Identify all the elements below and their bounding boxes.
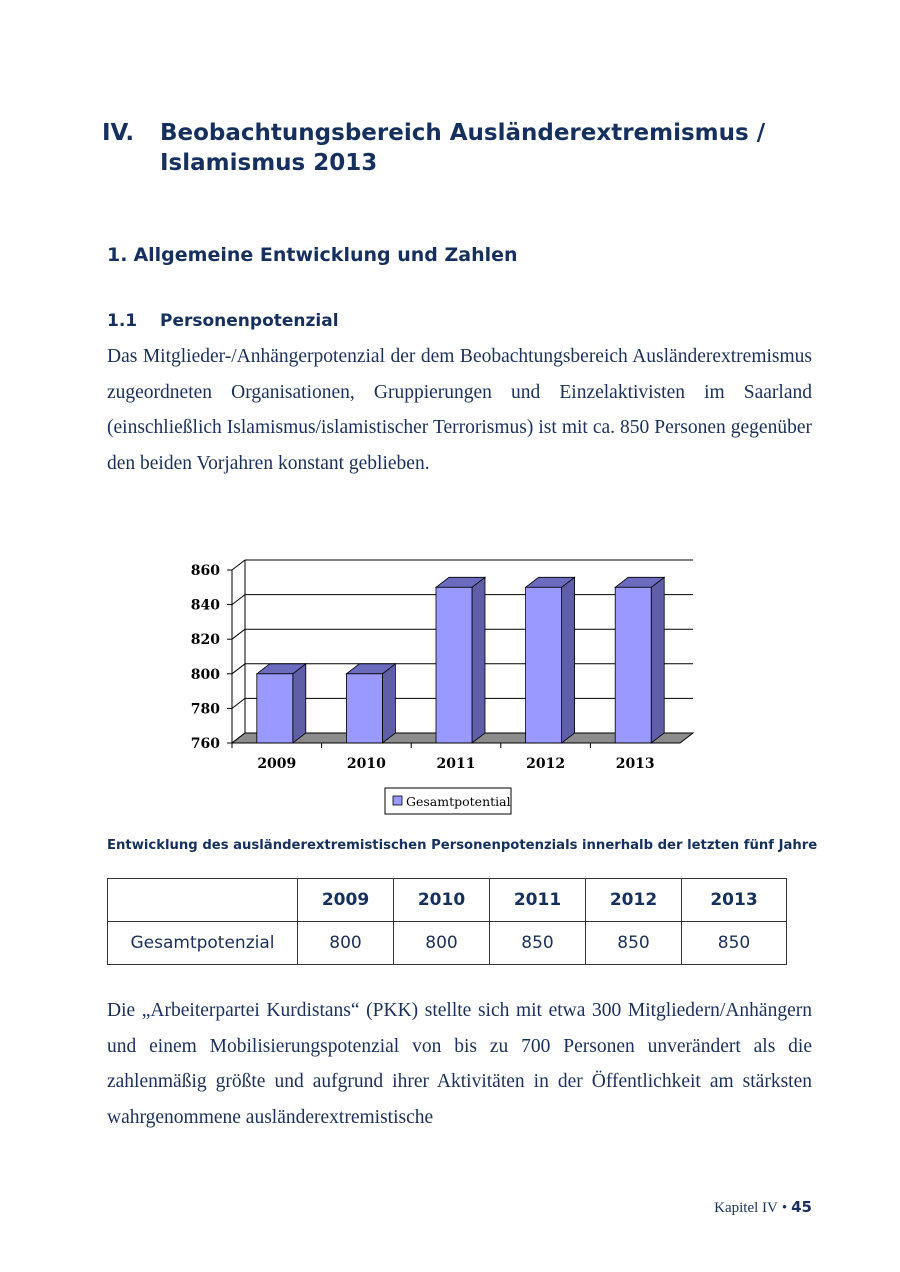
chapter-title [102,118,780,178]
table-header-cell: 2013 [682,879,787,922]
table-row-label: Gesamtpotenzial [108,922,298,965]
page-footer [714,1198,812,1217]
y-tick-label: 800 [190,666,220,683]
y-tick-label: 780 [190,701,220,718]
bar-side [562,577,575,743]
subsection-number: 1.1 [107,311,138,331]
table-header-cell: 2010 [394,879,490,922]
table-header-cell: 2012 [586,879,682,922]
bar [257,674,293,743]
table-cell: 800 [394,922,490,965]
gridline-depth [232,595,245,605]
x-tick-label: 2010 [346,756,386,772]
y-tick-label: 860 [190,563,220,579]
section-number: 1. [107,244,128,266]
chapter-heading: Beobachtungsbereich Ausländerextremismus / Islamismus 2013 [160,120,766,176]
x-tick-label: 2009 [257,756,297,772]
bar-side [472,577,485,743]
section-heading: Allgemeine Entwicklung und Zahlen [133,244,518,266]
y-tick-label: 820 [190,632,220,649]
bar [526,587,562,743]
table-cell: 850 [490,922,586,965]
bar-side [382,664,395,743]
y-tick-label: 840 [190,597,220,614]
gridline-depth [232,629,245,639]
chapter-number: IV. [102,120,135,146]
x-tick-label: 2013 [615,756,655,772]
table-header-cell: 2011 [490,879,586,922]
bar-side [651,577,664,743]
table-cell: 850 [586,922,682,965]
table-header-row [108,879,787,922]
table-header-cell: 2009 [298,879,394,922]
footer-separator: • [781,1200,788,1216]
chart-svg [180,548,720,823]
table-row [108,922,787,965]
gridline-depth [232,698,245,708]
data-table [107,878,787,965]
bar [436,587,472,743]
subsection-title [107,311,339,331]
table-cell: 800 [298,922,394,965]
gridline-depth [232,664,245,674]
y-tick-label: 760 [190,736,220,752]
table-cell: 850 [682,922,787,965]
chart-caption: Entwicklung des ausländerextremistischen Personenpotenzials innerhalb der letzten fünf Jahre [107,838,818,853]
bar [615,587,651,743]
legend-swatch [393,796,402,805]
section-title [107,244,518,266]
gridline-depth [232,560,245,570]
body-paragraph-1: Das Mitglieder-/Anhängerpotenzial der dem Beobachtungsbereich Ausländerextremismus zugeordneten Organisationen, Gruppierungen und Einzelaktivisten im Saarland (einschließlich Islamismus/islamistischer Terrorismus) ist mit ca. 850 Personen gegenüber den beiden Vorjahren konstant geblieben. [107,346,812,474]
bar-chart [180,548,720,828]
x-tick-label: 2011 [436,756,476,772]
bar [346,674,382,743]
bar-side [293,664,306,743]
subsection-heading: Personenpotenzial [160,311,339,331]
table-header-cell [108,879,298,922]
legend-label: Gesamtpotential [406,794,511,809]
x-tick-label: 2012 [526,756,566,772]
body-paragraph-2: Die „Arbeiterpartei Kurdistans“ (PKK) stellte sich mit etwa 300 Mitgliedern/Anhängern und einem Mobilisierungspotenzial von bis zu 700 Personen unverändert als die zahlenmäßig größte und aufgrund ihrer Aktivitäten in der Öffentlichkeit am stärksten wahrgenommene ausländerextremistische [107,1000,812,1128]
footer-chapter-label: Kapitel IV [714,1200,778,1216]
page-number: 45 [791,1198,812,1216]
